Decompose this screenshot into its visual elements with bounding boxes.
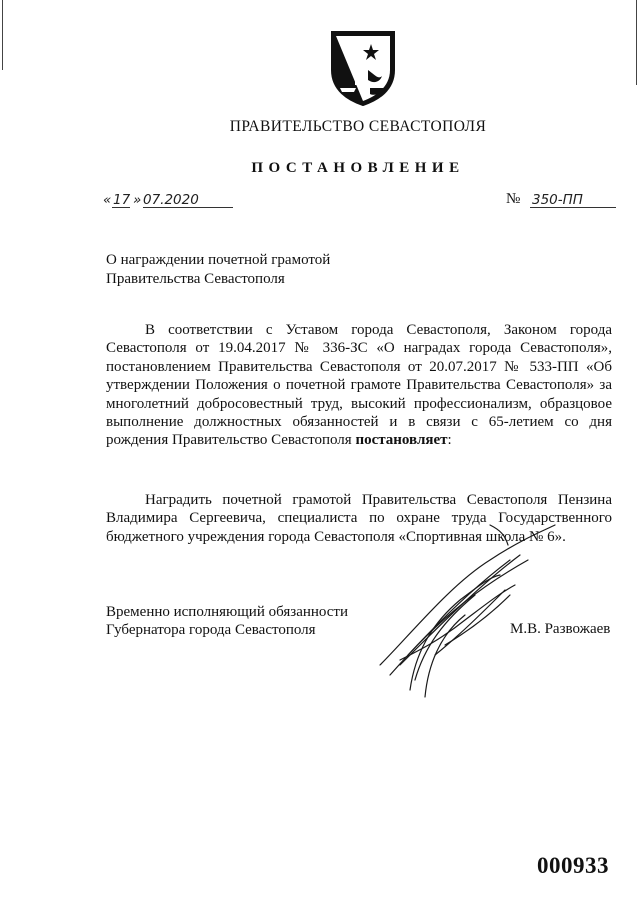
preamble-paragraph bbox=[106, 321, 612, 450]
position-line: Временно исполняющий обязанности bbox=[106, 604, 349, 620]
registration-number: 000933 bbox=[537, 853, 609, 878]
subject-line: О награждении почетной грамотой bbox=[106, 252, 331, 268]
position-line: Губернатора города Севастополя bbox=[106, 622, 316, 638]
date-month-underline bbox=[143, 207, 233, 208]
date-day: 17 bbox=[113, 192, 131, 208]
award-paragraph: Наградить почетной грамотой Правительства Севастополя Пензина Владимира Сергеевича, специалиста по охране труда Государственного бюджетного учреждения города Севастополя «Спортивная школа № 6». bbox=[106, 492, 612, 545]
document-type-title: ПОСТАНОВЛЕНИЕ bbox=[251, 160, 465, 176]
subject-line: Правительства Севастополя bbox=[106, 271, 285, 287]
signatory-name: М.В. Развожаев bbox=[510, 621, 611, 637]
date-open-quote: « bbox=[103, 192, 112, 208]
signatory-position bbox=[106, 603, 406, 639]
coat-of-arms-icon bbox=[328, 30, 398, 106]
preamble-text: В соответствии с Уставом города Севастополя, Законом города Севастополя от 19.04.2017 № 336-ЗС «О наградах города Севастополя», постановлением Правительства Севастополя от 20.07.2017 № 533-ПП «Об утверждении Положения о почетной грамоте Правительства Севастополя» за многолетний добросовестный труд, высокий профессионализм, образцовое выполнение должностных обязанностей и в связи с 65-летием со дня рождения Правительство Севастополя bbox=[106, 322, 612, 449]
date-close-quote: » bbox=[133, 192, 142, 208]
number-value: 350-ПП bbox=[532, 192, 583, 208]
decree-keyword: постановляет bbox=[355, 432, 448, 449]
number-sign: № bbox=[506, 191, 521, 207]
signature-icon bbox=[370, 515, 610, 715]
document-number bbox=[506, 190, 616, 212]
date-month-year: 07.2020 bbox=[143, 192, 199, 208]
scan-edge-line bbox=[636, 0, 637, 85]
document-date bbox=[103, 190, 233, 212]
document-subject bbox=[106, 251, 406, 289]
number-underline bbox=[530, 207, 616, 208]
government-title: ПРАВИТЕЛЬСТВО СЕВАСТОПОЛЯ bbox=[229, 118, 487, 135]
decree-keyword-colon: : bbox=[447, 432, 452, 449]
scan-edge-line bbox=[2, 0, 3, 70]
date-day-underline bbox=[112, 207, 130, 208]
